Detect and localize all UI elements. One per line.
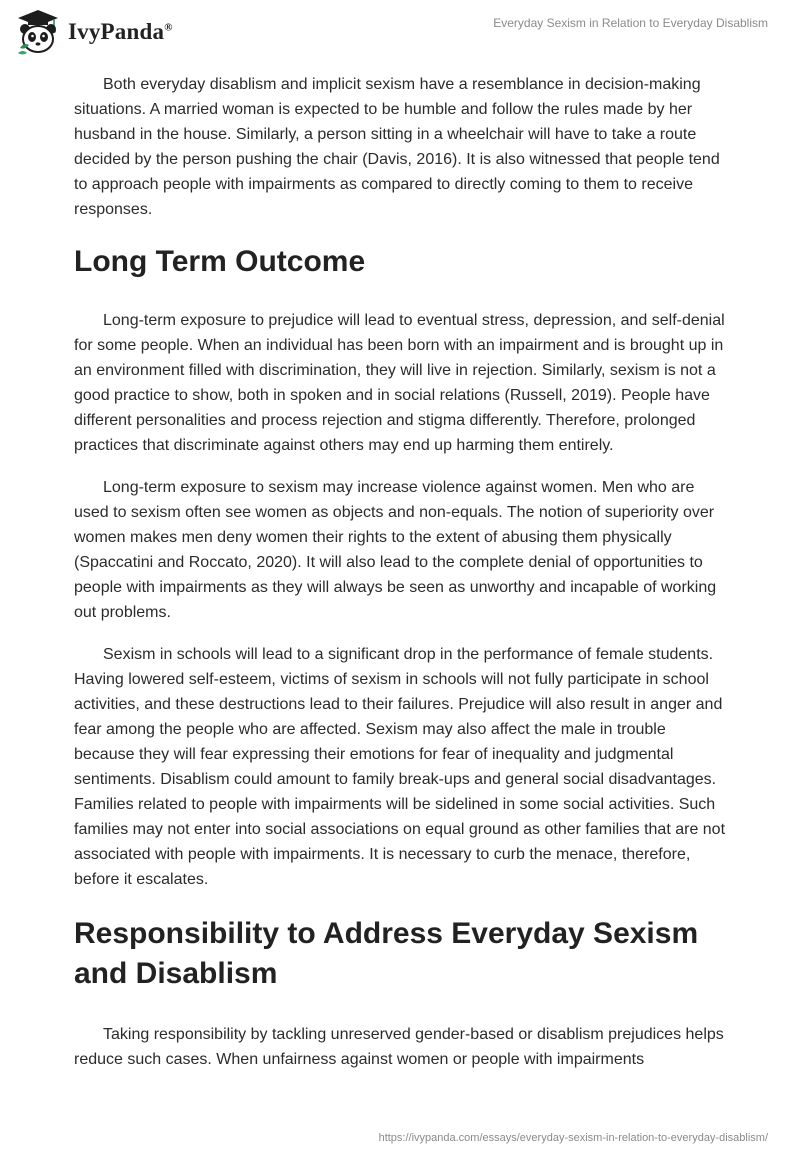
essay-content	[74, 72, 726, 1089]
source-url[interactable]: https://ivypanda.com/essays/everyday-sexism-in-relation-to-everyday-disablism/	[378, 1132, 768, 1144]
section-heading-responsibility: Responsibility to Address Everyday Sexism and Disablism	[74, 917, 699, 990]
ivypanda-logo[interactable]	[14, 8, 173, 56]
panda-graduate-icon	[14, 8, 62, 56]
paragraph: Both everyday disablism and implicit sexism have a resemblance in decision-making situations. A married woman is expected to be humble and follow the rules made by her husband in the house. Similarly, a person sitting in a wheelchair will have to take a route decided by the person pushing the chair (Davis, 2016). It is also witnessed that people tend to approach people with impairments as compared to directly coming to them to receive responses.	[74, 76, 720, 218]
page-header	[0, 0, 800, 70]
document-title: Everyday Sexism in Relation to Everyday Disablism	[493, 16, 768, 30]
paragraph: Taking responsibility by tackling unreserved gender-based or disablism prejudices helps reduce such cases. When unfairness against women or people with impairments	[74, 1026, 724, 1068]
paragraph: Sexism in schools will lead to a significant drop in the performance of female students. Having lowered self-esteem, victims of sexism in schools will not fully participate in school activities, and these destructions lead to their failures. Prejudice will also result in anger and fear among the people who are affected. Sexism may also affect the male in trouble because they will fear expressing their emotions for fear of inequality and judgmental sentiments. Disablism could amount to family break-ups and general social disadvantages. Families related to people with impairments will be sidelined in some social activities. Such families may not enter into social associations on equal ground as other families that are not associated with people with impairments. It is necessary to curb the menace, therefore, before it escalates.	[74, 646, 726, 888]
paragraph: Long-term exposure to sexism may increase violence against women. Men who are used to sexism often see women as objects and non-equals. The notion of superiority over women makes men deny women their rights to the extent of abusing them physically (Spaccatini and Roccato, 2020). It will also lead to the complete denial of opportunities to people with impairments as they will always be seen as unworthy and incapable of working out problems.	[74, 479, 717, 621]
section-heading-long-term-outcome: Long Term Outcome	[74, 245, 366, 278]
brand-name: IvyPanda®	[68, 19, 173, 44]
paragraph: Long-term exposure to prejudice will lead to eventual stress, depression, and self-denial for some people. When an individual has been born with an impairment and is brought up in an environment filled with discrimination, they will live in rejection. Similarly, sexism is not a good practice to show, both in spoken and in social relations (Russell, 2019). People have different personalities and process rejection and stigma differently. Therefore, prolonged practices that discriminate against others may end up harming them entirely.	[74, 312, 725, 454]
